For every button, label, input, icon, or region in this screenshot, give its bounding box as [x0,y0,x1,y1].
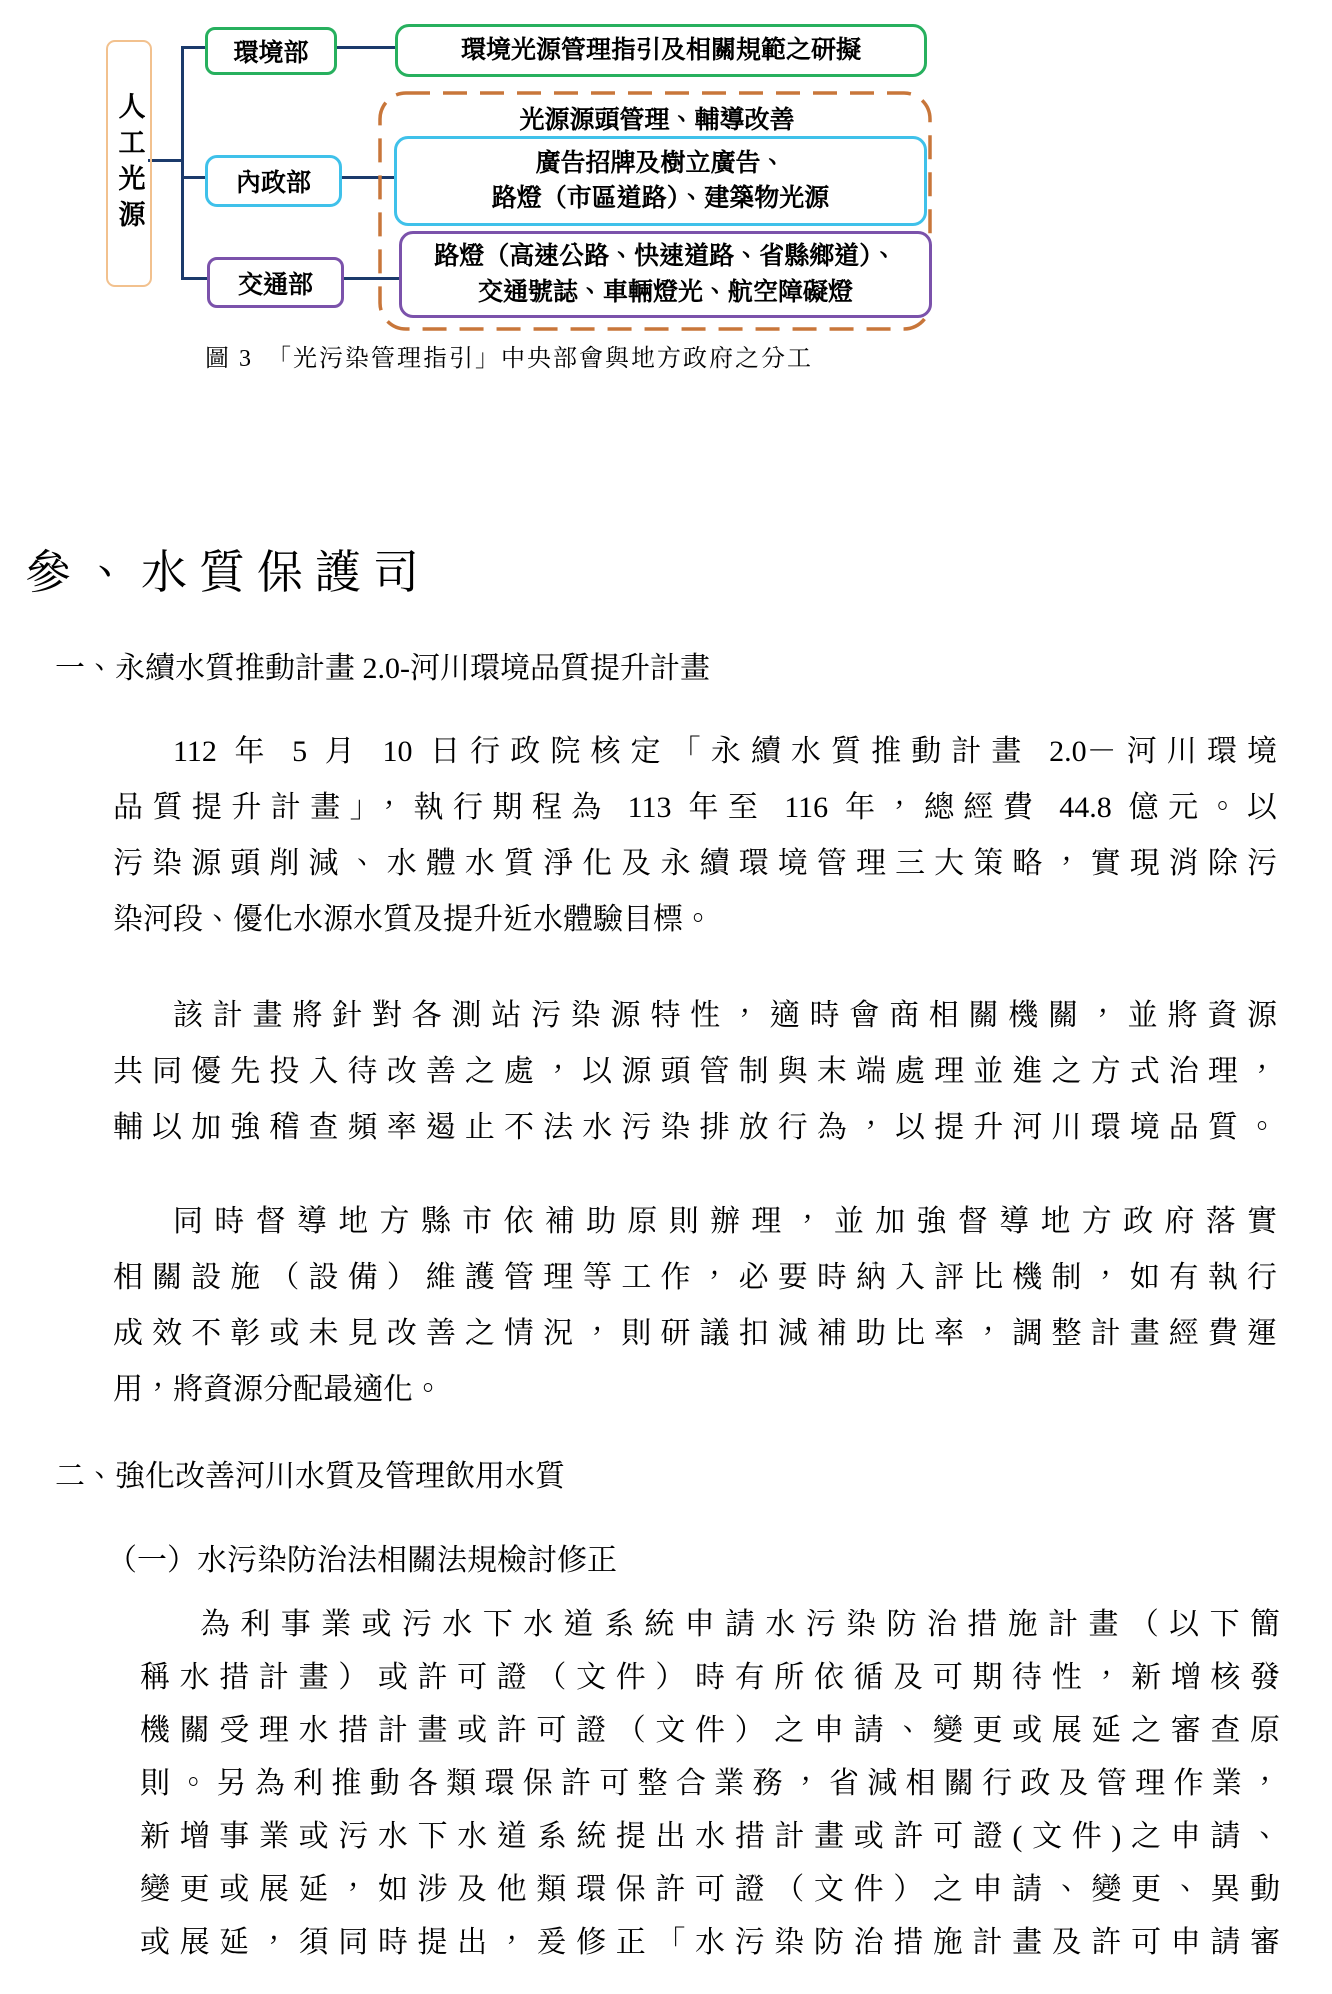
paragraph-line: 輔以加強稽查頻率遏止不法水污染排放行為，以提升河川環境品質。 [113,1111,1277,1145]
paragraph-line: 染河段、優化水源水質及提升近水體驗目標。 [113,903,713,937]
paragraph-line: 或展延，須同時提出，爰修正「水污染防治措施計畫及許可申請審 [140,1926,1280,1960]
task-environment-text: 環境光源管理指引及相關規範之研擬 [460,36,861,64]
item1-heading: 一、永續水質推動計畫 2.0-河川環境品質提升計畫 [55,652,710,686]
paragraph-line: 成效不彰或未見改善之情況，則研議扣減補助比率，調整計畫經費運 [113,1317,1277,1351]
task-interior-line1: 廣告招牌及樹立廣告、 [535,149,786,177]
figure-caption: 圖 3 「光污染管理指引」中央部會與地方政府之分工 [205,346,813,372]
paragraph-line: 新增事業或污水下水道系統提出水措計畫或許可證(文件)之申請、 [140,1820,1280,1854]
paragraph-line: 112 年 5 月 10 日行政院核定「永續水質推動計畫 2.0－河川環境 [173,735,1277,769]
task-transport-line1: 路燈（高速公路、快速道路、省縣鄉道）、 [434,243,897,270]
paragraph-line: 污染源頭削減、水體水質淨化及永續環境管理三大策略，實現消除污 [113,847,1277,881]
paragraph-line: 為利事業或污水下水道系統申請水污染防治措施計畫（以下簡 [200,1608,1280,1642]
node-ministry-transport [207,257,344,308]
paragraph-line: 則。另為利推動各類環保許可整合業務，省減相關行政及管理作業， [140,1767,1280,1801]
paragraph-1 [113,724,1277,948]
paragraph-line: 變更或展延，如涉及他類環保許可證（文件）之申請、變更、異動 [140,1873,1280,1907]
task-box-interior [394,136,927,226]
paragraph-line: 稱水措計畫）或許可證（文件）時有所依循及可期待性，新增核發 [140,1661,1280,1695]
connector-branch-interior [184,176,205,179]
ministry-interior-label: 內政部 [235,170,311,197]
paragraph-line: 用，將資源分配最適化。 [113,1373,443,1407]
sub-item1-heading: （一）水污染防治法相關法規檢討修正 [107,1544,617,1578]
item2-heading: 二、強化改善河川水質及管理飲用水質 [55,1460,565,1494]
figure-3-diagram [0,0,1332,400]
paragraph-line: 該計畫將針對各測站污染源特性，適時會商相關機關，並將資源 [173,999,1277,1033]
paragraph-line: 共同優先投入待改善之處，以源頭管制與末端處理並進之方式治理， [113,1055,1277,1089]
connector-trunk [181,46,184,280]
paragraph-3 [113,1194,1277,1418]
task-interior-line2: 路燈（市區道路）、建築物光源 [491,185,830,212]
node-ministry-interior [205,155,342,207]
connector-branch-env [184,46,205,49]
ministry-environment-label: 環境部 [233,40,309,67]
task-box-environment [395,24,927,77]
section-heading-water-protection: 參、水質保護司 [25,547,431,598]
paragraph-line: 品質提升計畫」，執行期程為 113 年至 116 年，總經費 44.8 億元。以 [113,791,1277,825]
paragraph-line: 機關受理水措計畫或許可證（文件）之申請、變更或展延之審查原 [140,1714,1280,1748]
task-transport-line2: 交通號誌、車輛燈光、航空障礙燈 [477,278,853,306]
node-ministry-environment [205,27,337,75]
paragraph-2 [113,988,1277,1156]
root-node-label: 人工光源 [114,91,145,236]
root-node-artificial-light [106,40,152,287]
connector-env-task [331,46,395,49]
paragraph-line: 同時督導地方縣市依補助原則辦理，並加強督導地方政府落實 [173,1205,1277,1239]
task-box-transport [399,231,932,318]
paragraph-line: 相關設施（設備）維護管理等工作，必要時納入評比機制，如有執行 [113,1261,1277,1295]
dashed-group-note: 光源源頭管理、輔導改善 [519,107,795,134]
paragraph-4 [140,1598,1280,1969]
connector-root [148,159,181,162]
connector-branch-transport [184,277,207,280]
ministry-transport-label: 交通部 [237,271,313,299]
